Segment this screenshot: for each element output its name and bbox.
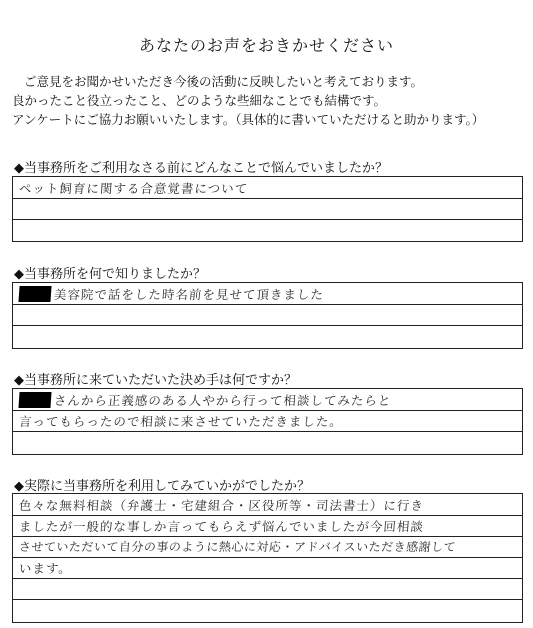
question-3-label: ◆当事務所に来ていただいた決め手は何ですか？	[14, 373, 297, 388]
ruled-line	[13, 599, 522, 600]
ruled-line	[13, 515, 522, 516]
ruled-line	[13, 536, 522, 537]
answer-4-line-4: います。	[18, 561, 73, 576]
answer-2-text: 美容院で話をした時名前を見せて頂きました	[53, 287, 325, 302]
question-2-label: ◆当事務所を何で知りましたか？	[14, 267, 206, 282]
answer-4-line-2: ましたが一般的な事しか言ってもらえず悩んでいましたが今回相談	[18, 519, 425, 534]
ruled-line	[13, 410, 522, 411]
ruled-line	[13, 557, 522, 558]
answer-2-line	[18, 285, 324, 303]
redaction-block	[18, 392, 51, 408]
intro-text	[12, 72, 527, 129]
answer-box-3	[12, 388, 523, 455]
question-4-label: ◆実際に当事務所を利用してみていかがでしたか？	[14, 479, 310, 494]
ruled-line	[13, 431, 522, 432]
answer-3-line-1	[18, 391, 392, 409]
intro-line: ご意見をお聞かせいただき今後の活動に反映したいと考えております。	[24, 74, 424, 89]
answer-box-4	[12, 493, 523, 623]
answer-4-line-1: 色々な無料相談（弁護士・宅建組合・区役所等・司法書士）に行き	[18, 498, 425, 513]
answer-3-text: さんから正義感のある人やから行って相談してみたらと	[53, 393, 393, 408]
redaction-block	[18, 286, 51, 302]
survey-title: あなたのお声をおきかせください	[138, 36, 394, 55]
intro-line: アンケートにご協力お願いいたします。（具体的に書いていただけると助かります。）	[12, 112, 485, 127]
ruled-line	[13, 219, 522, 220]
ruled-line	[13, 198, 522, 199]
question-1-label: ◆当事務所をご利用なさる前にどんなことで悩んでいましたか？	[14, 161, 388, 176]
ruled-line	[13, 304, 522, 305]
ruled-line	[13, 578, 522, 579]
answer-3-line-2: 言ってもらったので相談に来させていただきました。	[18, 414, 344, 429]
answer-1-line: ペット飼育に関する合意覚書について	[18, 181, 249, 196]
answer-4-line-3: させていただいて自分の事のように熱心に対応・アドバイスいただき感謝して	[18, 540, 457, 554]
intro-line: 良かったこと役立ったこと、どのような些細なことでも結構です。	[12, 93, 387, 108]
ruled-line	[13, 325, 522, 326]
answer-box-2	[12, 282, 523, 349]
answer-box-1	[12, 176, 523, 242]
